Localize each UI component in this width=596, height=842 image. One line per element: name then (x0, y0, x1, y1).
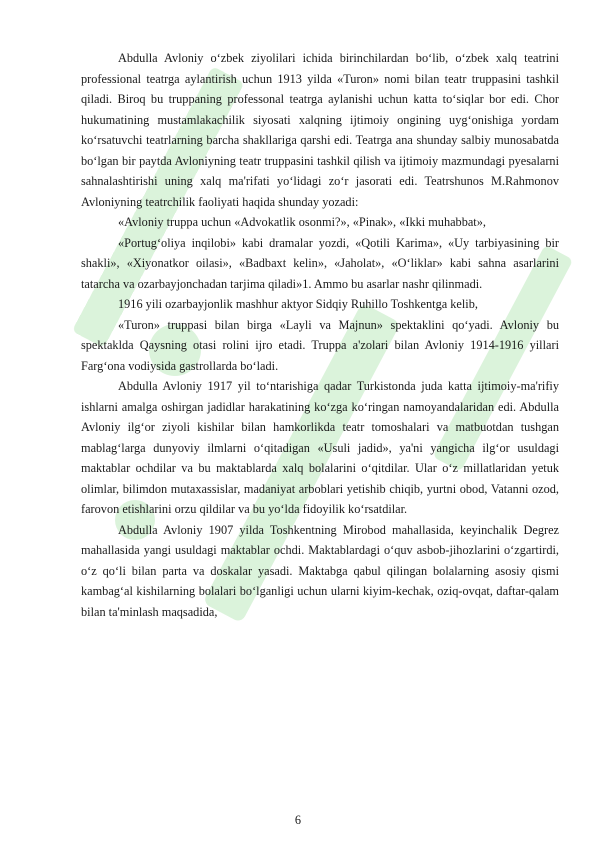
paragraph-6: Abdulla Avloniy 1917 yil to‘ntarishiga qadar Turkistonda juda katta ijtimoiy-ma'rifiy ishlarni amalga oshirgan jadidlar harakatining ko‘zga ko‘ringan namoyandalaridan edi. Abdulla Avloniy ilg‘or ziyoli kishilar bilan hamkorlikda teatr tomoshalari va matbuotdan tushgan mablag‘larga dunyoviy ilmlarni o‘qitadigan «Usuli jadid», ya'ni yangicha ilg‘or usuldagi maktablar ochdilar va bu maktablarda xalq bolalarini o‘qitdilar. Ular o‘z millatlaridan yetuk olimlar, bilimdon mutaxassislar, madaniyat arboblari yetishib chiqib, yurtni obod, Vatanni ozod, farovon etishlarini orzu qildilar va bu yo‘lda fidoyilik ko‘rsatdilar. (81, 379, 559, 516)
paragraph-7: Abdulla Avloniy 1907 yilda Toshkentning Mirobod mahallasida, keyinchalik Degrez mahallasida yangi usuldagi maktablar ochdi. Maktablardagi o‘quv asbob-jihozlarini o‘zgartirdi, o‘z qo‘li bilan parta va doskalar yasadi. Maktabga qabul qilingan bolalarning asosiy qismi kambag‘al kishilarning bolalari bo‘lganligi uchun ularni kiyim-kechak, oziq-ovqat, daftar-qalam bilan ta'minlash maqsadida, (81, 522, 559, 619)
paragraph-1: Abdulla Avloniy o‘zbek ziyolilari ichida birinchilardan bo‘lib, o‘zbek xalq teatrini professional teatrga aylantirish uchun 1913 yilda «Turon» nomi bilan teatr truppasini tashkil qiladi. Biroq bu truppaning professonal teatrga aylanishi uchun katta to‘siqlar bor edi. Chor hukumatining mustamlakachilik siyosati xalqning ijtimoiy ongining uyg‘onishiga yordam ko‘rsatuvchi teatrlarning barcha shakllariga qarshi edi. Teatrga ana shunday salbiy munosabatda bo‘lgan bir paytda Avloniyning teatr truppasini tashkil qilish va ijtimoiy mazmundagi pyesalarni sahnalashtirishi uning xalq ma'rifati yo‘lidagi zo‘r jasorati edi. Teatrshunos M.Rahmonov Avloniyning teatrchilik faoliyati haqida shunday yozadi: (81, 51, 559, 209)
paragraph-5: «Turon» truppasi bilan birga «Layli va Majnun» spektaklini qo‘yadi. Avloniy bu spektaklda Qaysning otasi rolini ijro etadi. Truppa a'zolari bilan Avloniy 1914-1916 yillari Farg‘ona vodiysida gastrollarda bo‘ladi. (81, 317, 559, 373)
paragraph-4: 1916 yili ozarbayjonlik mashhur aktyor Sidqiy Ruhillo Toshkentga kelib, (118, 297, 478, 311)
page-number: 6 (294, 813, 302, 827)
document-body (81, 48, 559, 622)
paragraph-3: «Portug‘oliya inqilobi» kabi dramalar yozdi, «Qotili Karima», «Uy tarbiyasining bir shakli», «Xiyonatkor oilasi», «Badbaxt kelin», «Jaholat», «O‘liklar» kabi sahna asarlarini tatarcha va ozarbayjonchadan tarjima qiladi»1. Ammo bu asarlar nashr qilinmadi. (81, 235, 559, 291)
paragraph-2: «Avloniy truppa uchun «Advokatlik osonmi?», «Pinak», «Ikki muhabbat», (118, 215, 486, 229)
